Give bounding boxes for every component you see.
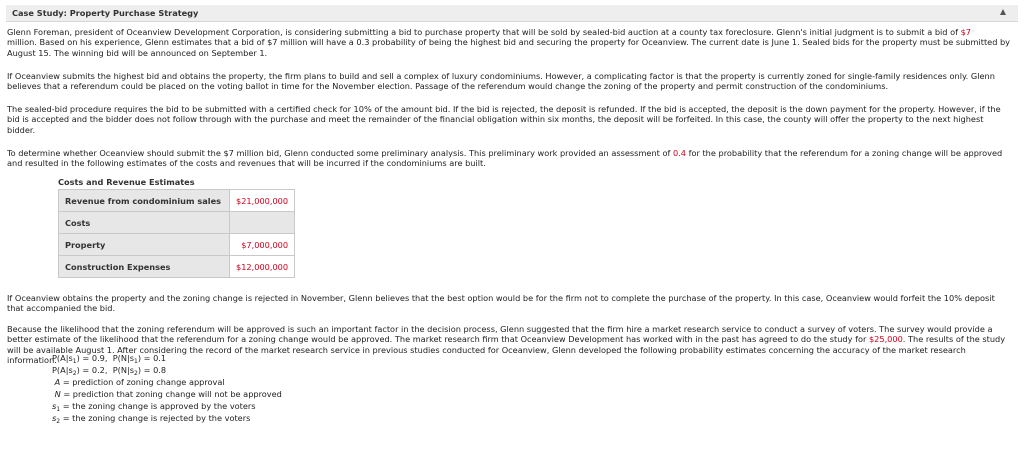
research-text-a: Because the likelihood that the zoning referendum will be approved is such an important factor in the decision process, Glenn suggested that the firm hire a market research service to conduct a survey of voters. The survey would provide a better estimate of the likelihood that the referendum for a zoning change would be approved. The market research firm that Oceanview Development has worked with in the past has agreed to do the study for	[7, 324, 993, 345]
def-text: = the zoning change is rejected by the voters	[60, 413, 251, 423]
paragraph-zoning: If Oceanview submits the highest bid and obtains the property, the firm plans to build and sell a complex of luxury condominiums. However, a complicating factor is that the property is currently zoned for single-family residences only. Glenn believes that a referendum could be placed on the voting ballot in time for the November election. Passage of the referendum would change the zoning of the property and permit construction of the condominiums.	[7, 71, 995, 92]
def-symbol: A	[54, 377, 61, 387]
row-value: $12,000,000	[230, 256, 295, 278]
def-text: = the zoning change is approved by the voters	[60, 401, 256, 411]
collapse-arrow-icon[interactable]	[1000, 9, 1006, 15]
bid-amount-unit: million	[7, 37, 35, 48]
section-header	[6, 5, 1018, 22]
prob-expr: P(A|s	[52, 365, 73, 375]
prob-subscript: 1	[133, 358, 138, 365]
table-row	[59, 190, 295, 212]
bid-amount: $7	[960, 27, 972, 37]
intro-text-a: Glenn Foreman, president of Oceanview Development Corporation, is considering submitting a bid to purchase property that will be sold by sealed-bid auction at a county tax foreclosure. Glenn's initial judgment is to submit a bid of	[7, 27, 961, 37]
prob-subscript: 1	[72, 358, 77, 365]
table-row	[59, 234, 295, 256]
prob-subscript: 2	[133, 370, 138, 377]
prob-subscript: 2	[72, 370, 77, 377]
paragraph-analysis	[7, 148, 1011, 169]
row-label: Revenue from condominium sales	[59, 190, 230, 212]
row-label: Costs	[59, 212, 230, 234]
def-subscript: 1	[56, 406, 61, 413]
definition-line	[52, 400, 282, 412]
row-label: Property	[59, 234, 230, 256]
prob-value: ) = 0.9,	[76, 353, 108, 363]
probability-line-1	[52, 352, 282, 364]
prob-expr: P(N|s	[112, 365, 134, 375]
def-text: = prediction that zoning change will not be approved	[60, 389, 282, 399]
table-row	[59, 212, 295, 234]
def-subscript: 2	[56, 418, 61, 425]
paragraph-sealed-bid: The sealed-bid procedure requires the bid to be submitted with a certified check for 10% of the amount bid. If the bid is rejected, the deposit is refunded. If the bid is accepted, the deposit is the down payment for the property. However, if the bid is accepted and the bidder does not follow through with the purchase and meet the remainder of the financial obligation within six months, the deposit will be forfeited. In this case, the county will offer the property to the next highest bidder.	[7, 104, 1001, 135]
prob-expr: P(N|s	[112, 353, 134, 363]
def-symbol: s	[52, 401, 57, 411]
section-title: Case Study: Property Purchase Strategy	[12, 8, 199, 18]
definition-line	[52, 412, 282, 424]
row-value: $21,000,000	[230, 190, 295, 212]
row-label: Construction Expenses	[59, 256, 230, 278]
analysis-text-b: for the probability that the referendum for a zoning change will be approved and resulted in the following estimates of the costs and revenues that will be incurred if the condominiums are built.	[7, 148, 1003, 169]
row-value: $7,000,000	[230, 234, 295, 256]
research-fee: $25,000	[868, 334, 903, 345]
paragraph-rejection: If Oceanview obtains the property and the zoning change is rejected in November, Glenn believes that the best option would be for the firm not to complete the purchase of the property. In this case, Oceanview would forfeit the 10% deposit that accompanied the bid.	[7, 293, 995, 314]
prob-expr: P(A|s	[52, 353, 73, 363]
research-text-b: . The results of the study will be available August 1. After considering the record of the market research service in previous studies conducted for Oceanview, Glenn developed the following probability estimates concerning the accuracy of the market research information.	[7, 334, 1006, 366]
prob-value: ) = 0.1	[137, 353, 167, 363]
referendum-probability: 0.4	[672, 148, 686, 158]
table-row	[59, 256, 295, 278]
def-text: = prediction of zoning change approval	[60, 377, 225, 387]
definition-line	[52, 388, 282, 400]
analysis-text-a: To determine whether Oceanview should submit the $7 million bid, Glenn conducted some preliminary analysis. This preliminary work provided an assessment of	[7, 148, 673, 158]
definition-line	[52, 376, 282, 388]
prob-value: ) = 0.8	[137, 365, 167, 375]
prob-value: ) = 0.2,	[76, 365, 108, 375]
def-symbol: N	[54, 389, 61, 399]
costs-revenue-table	[58, 189, 295, 278]
def-symbol: s	[52, 413, 57, 423]
row-value	[230, 212, 295, 234]
probability-line-2	[52, 364, 282, 376]
probability-estimates	[52, 352, 282, 424]
intro-text-b: . Based on his experience, Glenn estimates that a bid of $7 million will have a 0.3 probability of being the highest bid and securing the property for Oceanview. The current date is June 1. Sealed bids for the property must be submitted by August 15. The winning bid will be announced on September 1.	[7, 37, 1011, 58]
paragraph-intro	[7, 27, 1011, 58]
table-title: Costs and Revenue Estimates	[58, 177, 195, 187]
